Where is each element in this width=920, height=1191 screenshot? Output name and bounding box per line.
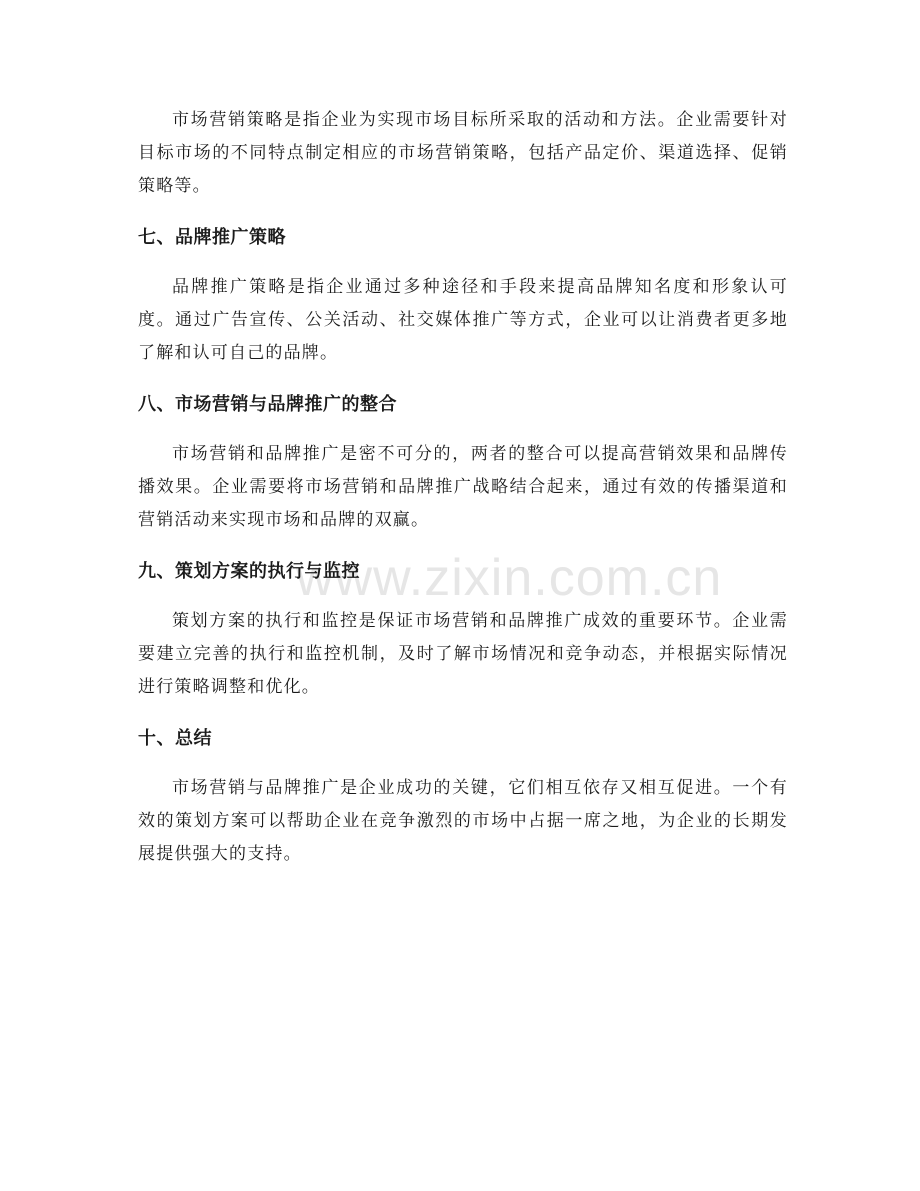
heading-brand-promotion: 七、品牌推广策略 bbox=[138, 227, 286, 248]
paragraph-brand-promotion: 品牌推广策略是指企业通过多种途径和手段来提高品牌知名度和形象认可度。通过广告宣传、公关活动、社交媒体推广等方式，企业可以让消费者更多地了解和认可自己的品牌。 bbox=[138, 277, 788, 363]
document-body bbox=[138, 104, 788, 871]
heading-integration: 八、市场营销与品牌推广的整合 bbox=[138, 394, 397, 415]
paragraph-execution-monitoring: 策划方案的执行和监控是保证市场营销和品牌推广成效的重要环节。企业需要建立完善的执行和监控机制，及时了解市场情况和竞争动态，并根据实际情况进行策略调整和优化。 bbox=[138, 611, 788, 697]
paragraph-summary: 市场营销与品牌推广是企业成功的关键，它们相互依存又相互促进。一个有效的策划方案可以帮助企业在竞争激烈的市场中占据一席之地，为企业的长期发展提供强大的支持。 bbox=[138, 778, 788, 864]
paragraph-integration: 市场营销和品牌推广是密不可分的，两者的整合可以提高营销效果和品牌传播效果。企业需要将市场营销和品牌推广战略结合起来，通过有效的传播渠道和营销活动来实现市场和品牌的双赢。 bbox=[138, 444, 788, 530]
heading-summary: 十、总结 bbox=[138, 728, 212, 749]
paragraph-marketing-strategy: 市场营销策略是指企业为实现市场目标所采取的活动和方法。企业需要针对目标市场的不同特点制定相应的市场营销策略，包括产品定价、渠道选择、促销策略等。 bbox=[138, 110, 788, 196]
heading-execution-monitoring: 九、策划方案的执行与监控 bbox=[138, 561, 360, 582]
watermark: www.zixin.com.cn bbox=[296, 549, 723, 607]
